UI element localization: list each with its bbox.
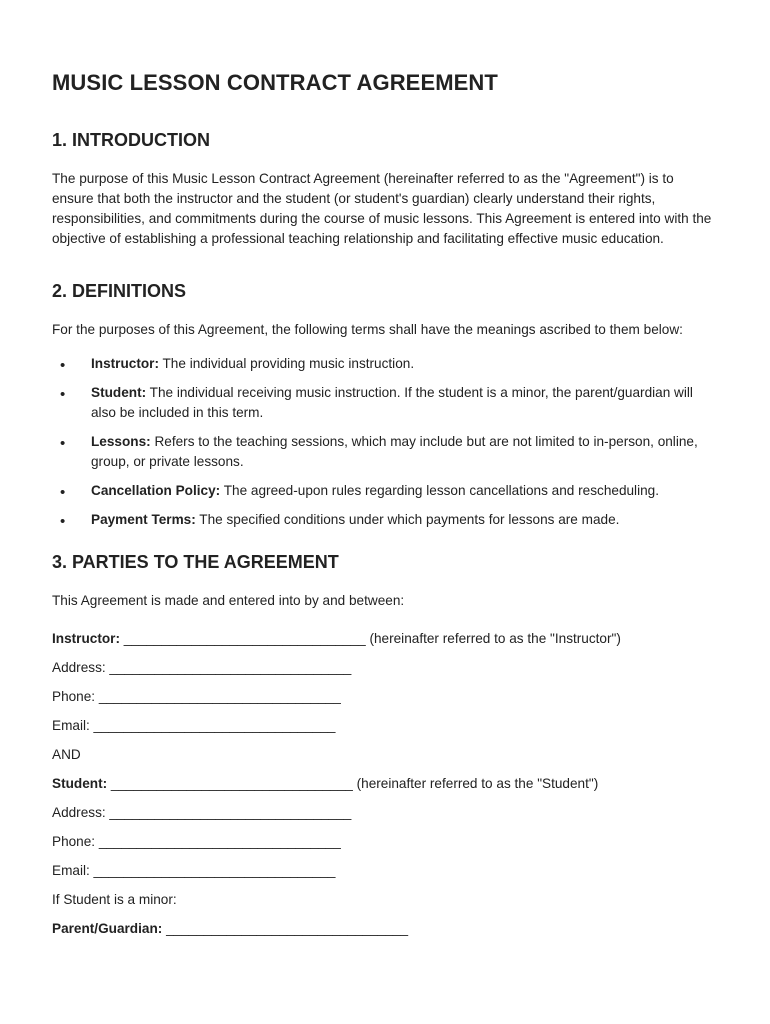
instructor-address-field[interactable] — [52, 658, 718, 687]
definition-term: Instructor: — [91, 356, 159, 371]
phone-label: Phone: — [52, 689, 96, 704]
phone-blank: ________________________________ — [95, 689, 341, 704]
definitions-section — [52, 281, 718, 530]
definition-term: Lessons: — [91, 434, 151, 449]
address-blank: ________________________________ — [105, 805, 352, 820]
and-separator: AND — [52, 747, 81, 762]
definitions-lead: For the purposes of this Agreement, the following terms shall have the meanings ascribed to them below: — [52, 322, 683, 337]
email-blank: ________________________________ — [89, 718, 336, 733]
definition-term: Payment Terms: — [91, 512, 196, 527]
instructor-blank: ________________________________ (hereinafter referred to as the "Instructor") — [119, 631, 621, 646]
definition-text: Refers to the teaching sessions, which may include but are not limited to in-person, online, group, or private lessons. — [91, 434, 698, 469]
definition-text: The specified conditions under which payments for lessons are made. — [195, 512, 620, 527]
student-label: Student: — [52, 776, 108, 791]
definition-term: Cancellation Policy: — [91, 483, 221, 498]
definition-item — [52, 432, 718, 472]
minor-note: If Student is a minor: — [52, 892, 177, 907]
definition-term: Student: — [91, 385, 147, 400]
student-blank: ________________________________ (hereinafter referred to as the "Student") — [107, 776, 599, 791]
email-blank: ________________________________ — [89, 863, 336, 878]
instructor-label: Instructor: — [52, 631, 120, 646]
student-phone-field[interactable] — [52, 832, 718, 861]
definition-item — [52, 383, 718, 423]
address-label: Address: — [52, 660, 106, 675]
instructor-email-field[interactable] — [52, 716, 718, 745]
student-address-field[interactable] — [52, 803, 718, 832]
parties-section — [52, 552, 718, 948]
guardian-name-field[interactable] — [52, 919, 718, 948]
introduction-text: The purpose of this Music Lesson Contract Agreement (hereinafter referred to as the "Agreement") is to ensure that both the instructor and the student (or student's guardian) clearly understand their rights, responsibilities, and commitments during the course of music lessons. This Agreement is entered into with the objective of establishing a professional teaching relationship and facilitating effective music education. — [52, 171, 712, 246]
definition-text: The individual receiving music instruction. If the student is a minor, the parent/guardian will also be included in this term. — [91, 385, 693, 420]
address-blank: ________________________________ — [105, 660, 352, 675]
address-label: Address: — [52, 805, 106, 820]
instructor-name-field[interactable] — [52, 629, 718, 658]
guardian-label: Parent/Guardian: — [52, 921, 163, 936]
definition-item — [52, 354, 718, 374]
definitions-list — [52, 354, 718, 530]
definition-item — [52, 481, 718, 501]
student-email-field[interactable] — [52, 861, 718, 890]
instructor-phone-field[interactable] — [52, 687, 718, 716]
email-label: Email: — [52, 718, 90, 733]
document-title: MUSIC LESSON CONTRACT AGREEMENT — [52, 70, 498, 95]
parties-heading: 3. PARTIES TO THE AGREEMENT — [52, 552, 339, 572]
introduction-section — [52, 130, 718, 249]
phone-label: Phone: — [52, 834, 96, 849]
introduction-heading: 1. INTRODUCTION — [52, 130, 211, 150]
email-label: Email: — [52, 863, 90, 878]
definition-text: The agreed-upon rules regarding lesson cancellations and rescheduling. — [220, 483, 659, 498]
definitions-heading: 2. DEFINITIONS — [52, 281, 187, 301]
phone-blank: ________________________________ — [95, 834, 341, 849]
parties-lead: This Agreement is made and entered into by and between: — [52, 593, 405, 608]
student-name-field[interactable] — [52, 774, 718, 803]
guardian-blank: ________________________________ — [162, 921, 408, 936]
definition-text: The individual providing music instruction. — [158, 356, 415, 371]
definition-item — [52, 510, 718, 530]
